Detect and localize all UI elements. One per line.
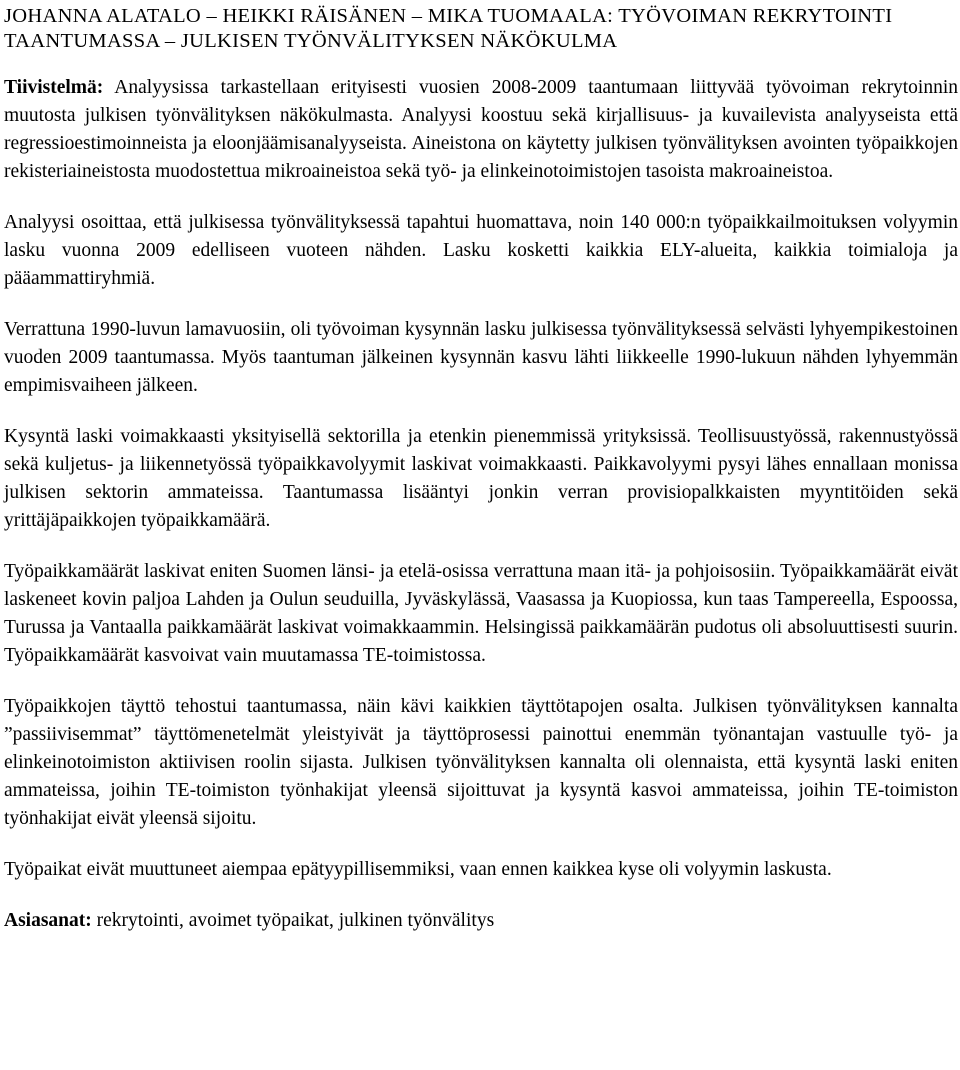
paragraph-vacancy-filling: Työpaikkojen täyttö tehostui taantumassa, näin kävi kaikkien täyttötapojen osalta. Julkisen työnvälityksen kannalta ”passiivisemmat” täyttömenetelmät yleistyivät ja täyttöprosessi painottui enemmän työnantajan vastuulle työ- ja elinkeinotoimiston aktiivisen roolin sijasta. Julkisen työnvälityksen kannalta oli olennaista, että kysyntä laski eniten ammateissa, joihin TE-toimiston työnhakijat yleensä sijoittuvat ja kysyntä kasvoi ammateissa, joihin TE-toimiston työnhakijat eivät yleensä sijoitu. xyxy=(4,696,958,829)
keywords-line xyxy=(4,907,958,935)
paragraph-sector-demand: Kysyntä laski voimakkaasti yksityisellä sektorilla ja etenkin pienemmissä yrityksissä. Teollisuustyössä, rakennustyössä sekä kuljetus- ja liikennetyössä työpaikkavolyymit laskivat voimakkaasti. Paikkavolyymi pysyi lähes ennallaan monissa julkisen sektorin ammateissa. Taantumassa lisääntyi jonkin verran provisiopalkkaisten myyntitöiden sekä yrittäjäpaikkojen työpaikkamäärä. xyxy=(4,426,958,531)
abstract-label: Tiivistelmä: xyxy=(4,77,104,98)
abstract-paragraph xyxy=(4,74,958,186)
paragraph-regional-differences: Työpaikkamäärät laskivat eniten Suomen länsi- ja etelä-osissa verrattuna maan itä- ja pohjoisosiin. Työpaikkamäärät eivät laskeneet kovin paljoa Lahden ja Oulun seuduilla, Jyväskylässä, Vaasassa ja Kuopiossa, kun taas Tampereella, Espoossa, Turussa ja Vantaalla paikkamäärät laskivat voimakkaammin. Helsingissä paikkamäärän pudotus oli absoluuttisesti suurin. Työpaikkamäärät kasvoivat vain muutamassa TE-toimistossa. xyxy=(4,561,958,666)
keywords-text: rekrytointi, avoimet työpaikat, julkinen työnvälitys xyxy=(91,910,495,931)
paragraph-volume-decline: Työpaikat eivät muuttuneet aiempaa epätyypillisemmiksi, vaan ennen kaikkea kyse oli volyymin laskusta. xyxy=(4,859,832,880)
keywords-label: Asiasanat: xyxy=(4,910,92,931)
document-page xyxy=(4,0,958,935)
paragraph-1990s-comparison: Verrattuna 1990-luvun lamavuosiin, oli työvoiman kysynnän lasku julkisessa työnvälityksessä selvästi lyhyempikestoinen vuoden 2009 taantumassa. Myös taantuman jälkeinen kysynnän kasvu lähti liikkeelle 1990-lukuun nähden lyhyemmän empimisvaiheen jälkeen. xyxy=(4,319,958,396)
abstract-text: Analyysissa tarkastellaan erityisesti vuosien 2008-2009 taantumaan liittyvää työvoiman rekrytoinnin muutosta julkisen työnvälityksen näkökulmasta. Analyysi koostuu sekä kirjallisuus- ja kuvailevista analyyseista että regressioestimoinneista ja eloonjäämisanalyyseista. Aineistona on käytetty julkisen työnvälityksen avointen työpaikkojen rekisteriaineistosta muodostettua mikroaineistoa sekä työ- ja elinkeinotoimistojen tasoista makroaineistoa. xyxy=(4,77,958,182)
document-title: JOHANNA ALATALO – HEIKKI RÄISÄNEN – MIKA TUOMAALA: TYÖVOIMAN REKRYTOINTI TAANTUMASSA – JULKISEN TYÖNVÄLITYKSEN NÄKÖKULMA xyxy=(4,5,893,52)
paragraph-analysis-result: Analyysi osoittaa, että julkisessa työnvälityksessä tapahtui huomattava, noin 140 000:n työpaikkailmoituksen volyymin lasku vuonna 2009 edelliseen vuoteen nähden. Lasku kosketti kaikkia ELY-alueita, kaikkia toimialoja ja pääammattiryhmiä. xyxy=(4,212,958,289)
